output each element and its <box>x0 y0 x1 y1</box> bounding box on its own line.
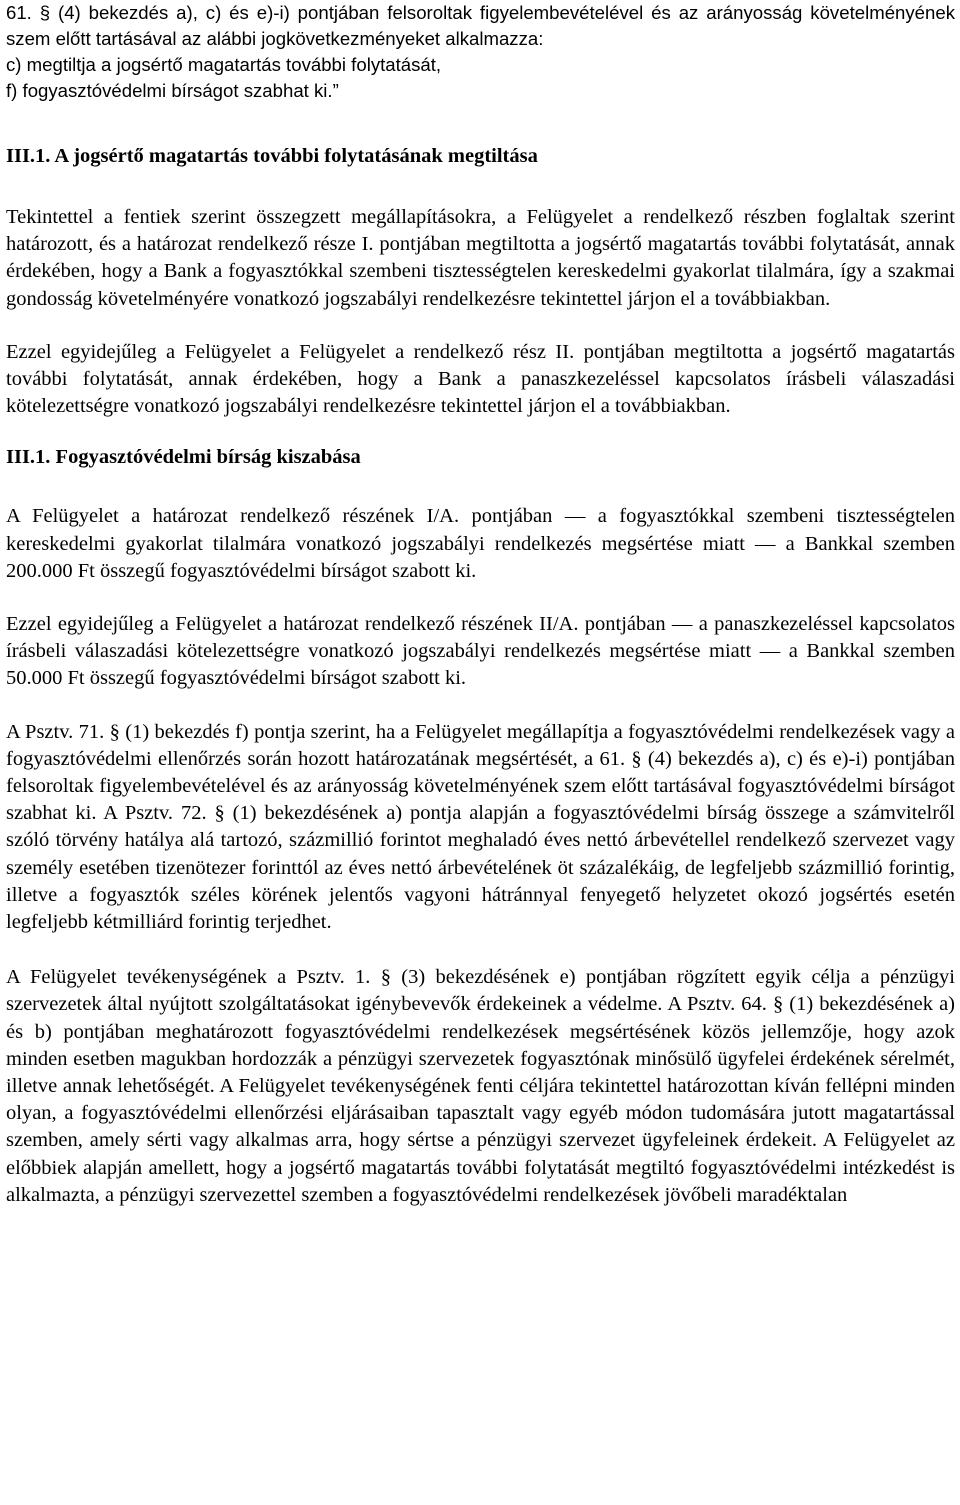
section-heading-fine: III.1. Fogyasztóvédelmi bírság kiszabása <box>6 446 361 469</box>
paragraph-fine-4: A Felügyelet tevékenységének a Psztv. 1. § (3) bekezdésének e) pontjában rögzített egyik célja a pénzügyi szervezetek által nyújtott szolgáltatásokat igénybevevők érdekeinek a védelme. A Psztv. 64. § (1) bekezdésének a) és b) pontjában meghatározott fogyasztóvédelmi rendelkezések megsértésének közös jellemzője, hogy azok minden esetben magukban hordozzák a pénzügyi szervezetek fogyasztónak minősülő ügyfelei érdekének sérelmét, illetve annak lehetőségét. A Felügyelet tevékenységének fenti céljára tekintettel határozottan kíván fellépni minden olyan, a fogyasztóvédelmi ellenőrzési eljárásaiban tapasztalt vagy egyéb módon tudomására jutott magatartással szemben, amely sérti vagy alkalmas arra, hogy sértse a pénzügyi szervezet ügyfeleinek érdekeit. A Felügyelet az előbbiek alapján amellett, hogy a jogsértő magatartás további folytatását megtiltó fogyasztóvédelmi intézkedést is alkalmazta, a pénzügyi szervezettel szemben a fogyasztóvédelmi rendelkezések jövőbeli maradéktalan <box>6 966 955 1206</box>
paragraph-prohibition-2: Ezzel egyidejűleg a Felügyelet a Felügyelet a rendelkező rész II. pontjában megtiltotta a jogsértő magatartás további folytatását, annak érdekében, hogy a Bank a panaszkezeléssel kapcsolatos írásbeli válaszadási kötelezettségre vonatkozó jogszabályi rendelkezésre tekintettel járjon el a továbbiakban. <box>6 340 955 418</box>
intro-quote: 61. § (4) bekezdés a), c) és e)-i) pontjában felsoroltak figyelembevételével és az arányosság követelményének szem előtt tartásával az alábbi jogkövetkezményeket alkalmazza: c) megtiltja a jogsértő magatartás további folytatását, f) fogyasztóvédelmi bírságot szabhat ki.” <box>6 2 955 101</box>
paragraph-fine-1: A Felügyelet a határozat rendelkező részének I/A. pontjában — a fogyasztókkal szembeni tisztességtelen kereskedelmi gyakorlat tilalmára vonatkozó jogszabályi rendelkezés megsértése miatt — a Bankkal szemben 200.000 Ft összegű fogyasztóvédelmi bírságot szabott ki. <box>6 505 955 582</box>
paragraph-fine-3: A Psztv. 71. § (1) bekezdés f) pontja szerint, ha a Felügyelet megállapítja a fogyasztóvédelmi rendelkezések vagy a fogyasztóvédelmi ellenőrzés során hozott határozatának megsértését, a 61. § (4) bekezdés a), c) és e)-i) pontjában felsoroltak figyelembevételével és az arányosság követelményének szem előtt tartásával fogyasztóvédelmi bírságot szabhat ki. A Psztv. 72. § (1) bekezdésének a) pontja alapján a fogyasztóvédelmi bírság összege a számvitelről szóló törvény hatálya alá tartozó, százmillió forintot meghaladó éves nettó árbevétellel rendelkező szervezet vagy személy esetében tizenötezer forinttól az éves nettó árbevételének öt százalékáig, de legfeljebb százmillió forintig, illetve a fogyasztók széles körének jelentős vagyoni hátránnyal fenyegető helyzetet okozó jogsértés esetén legfeljebb kétmilliárd forintig terjedhet. <box>6 720 955 934</box>
paragraph-fine-2: Ezzel egyidejűleg a Felügyelet a határozat rendelkező részének II/A. pontjában — a panaszkezeléssel kapcsolatos írásbeli válaszadási kötelezettségre vonatkozó jogszabályi rendelkezés megsértése miatt — a Bankkal szemben 50.000 Ft összegű fogyasztóvédelmi bírságot szabott ki. <box>6 613 955 690</box>
document-page <box>6 0 955 1209</box>
section-heading-prohibition: III.1. A jogsértő magatartás további folytatásának megtiltása <box>6 145 538 167</box>
paragraph-prohibition-1: Tekintettel a fentiek szerint összegzett megállapításokra, a Felügyelet a rendelkező részben foglaltak szerint határozott, és a határozat rendelkező része I. pontjában megtiltotta a jogsértő magatartás további folytatását, annak érdekében, hogy a Bank a fogyasztókkal szembeni tisztességtelen kereskedelmi gyakorlat tilalmára, így a szakmai gondosság követelményére vonatkozó jogszabályi rendelkezésre tekintettel járjon el a továbbiakban. <box>6 206 955 310</box>
